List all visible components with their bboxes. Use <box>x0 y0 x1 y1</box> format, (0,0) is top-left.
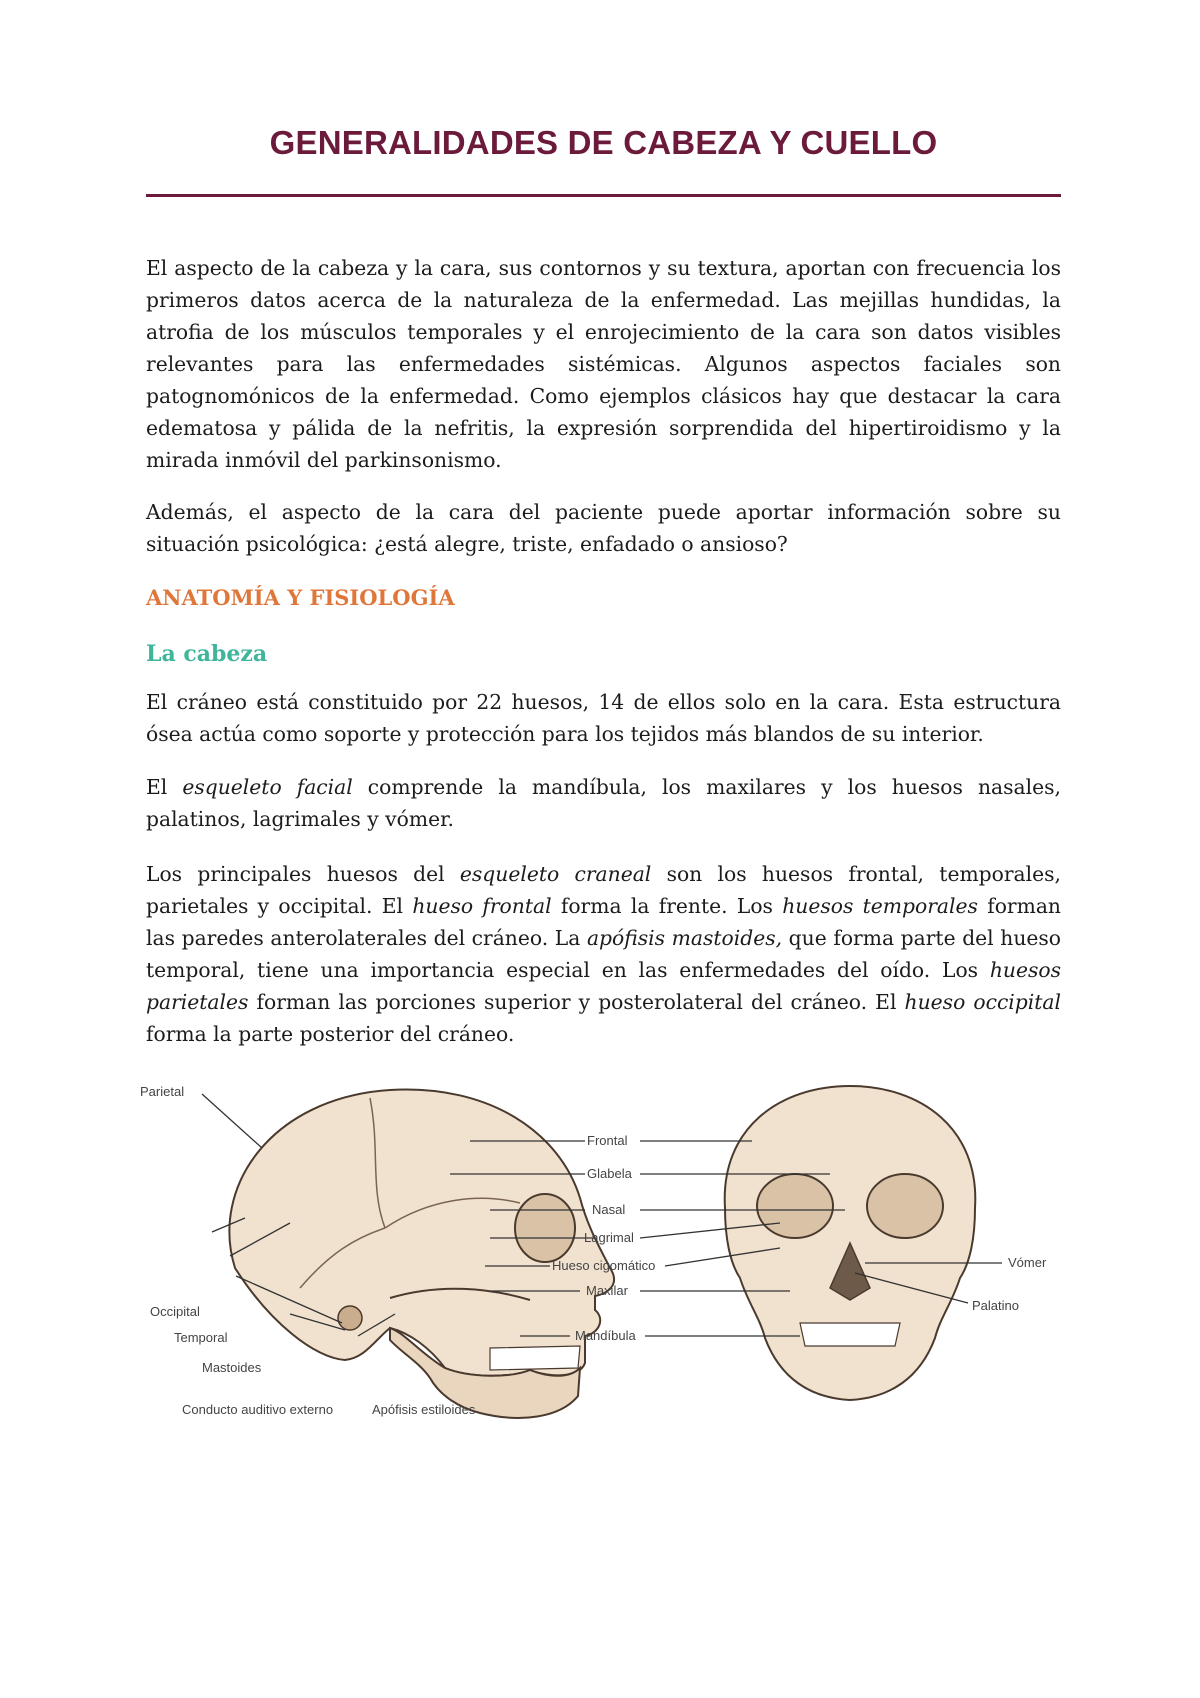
label-vomer: Vómer <box>1008 1255 1047 1270</box>
label-palatino: Palatino <box>972 1298 1019 1313</box>
label-apofisis-estiloides: Apófisis estiloides <box>372 1402 476 1417</box>
emphasis-hueso-occipital: hueso occipital <box>904 990 1061 1014</box>
intro-paragraph-2 <box>146 496 1061 560</box>
skull-figure <box>140 1078 1080 1458</box>
orbit-lateral <box>515 1194 575 1262</box>
label-nasal: Nasal <box>592 1202 626 1217</box>
text-run: comprende la mandíbula, los maxilares y los huesos nasales, palatinos, lagrimales y vómer. <box>146 775 1061 831</box>
label-conducto-auditivo: Conducto auditivo externo <box>182 1402 334 1417</box>
text-run: forma la frente. Los <box>551 894 783 918</box>
cabeza-paragraph-2 <box>146 771 1061 835</box>
text-run: que forma parte del hueso temporal, tiene una importancia especial en las enfermedades del oído. Los <box>146 926 1062 982</box>
ear-canal <box>338 1306 362 1330</box>
emphasis-apofisis-mastoides: apófisis mastoides, <box>586 926 783 950</box>
paragraph-text: El aspecto de la cabeza y la cara, sus contornos y su textura, aportan con frecuencia los primeros datos acerca de la naturaleza de la enfermedad. Las mejillas hundidas, la atrofia de los músculos temporales y el enrojecimiento de la cara son datos visibles relevantes para las enfermedades sistémicas. Algunos aspectos faciales son patognomónicos de la enfermedad. Como ejemplos clásicos hay que destacar la cara edematosa y pálida de la nefritis, la expresión sorprendida del hipertiroidismo y la mirada inmóvil del parkinsonismo. <box>146 256 1061 472</box>
emphasis-huesos-temporales: huesos temporales <box>782 894 978 918</box>
label-hueso-cigomatico: Hueso cigomático <box>552 1258 656 1273</box>
text-run: forman las paredes anterolaterales del cráneo. La <box>146 894 1061 950</box>
intro-paragraph-1 <box>146 252 1061 476</box>
emphasis-hueso-frontal: hueso frontal <box>412 894 552 918</box>
paragraph-text <box>146 771 1061 835</box>
skull-illustration <box>140 1078 1080 1458</box>
label-temporal: Temporal <box>174 1330 228 1345</box>
label-parietal: Parietal <box>140 1084 185 1099</box>
cabeza-paragraph-3 <box>146 858 1061 1050</box>
page-title: GENERALIDADES DE CABEZA Y CUELLO <box>269 124 938 161</box>
paragraph-text: El cráneo está constituido por 22 huesos, 14 de ellos solo en la cara. Esta estructura ósea actúa como soporte y protección para los tejidos más blandos de su interior. <box>146 690 1061 746</box>
emphasis-esqueleto-facial: esqueleto facial <box>182 775 353 799</box>
text-run: El <box>146 775 183 799</box>
teeth-frontal <box>800 1323 900 1346</box>
paragraph-text <box>146 858 1061 1050</box>
text-run: Los principales huesos del <box>146 862 460 886</box>
frontal-skull <box>725 1086 976 1400</box>
emphasis-esqueleto-craneal: esqueleto craneal <box>459 862 652 886</box>
label-maxilar: Maxilar <box>586 1283 628 1298</box>
label-mandibula: Mandíbula <box>575 1328 636 1343</box>
paragraph-text: Además, el aspecto de la cara del paciente puede aportar información sobre su situación psicológica: ¿está alegre, triste, enfadado o ansioso? <box>146 500 1061 556</box>
section-heading-anatomia: ANATOMÍA Y FISIOLOGÍA <box>146 585 455 610</box>
text-run: son los huesos frontal, temporales, parietales y occipital. El <box>146 862 1061 918</box>
label-frontal: Frontal <box>587 1133 628 1148</box>
label-occipital: Occipital <box>150 1304 200 1319</box>
lateral-skull <box>229 1090 614 1418</box>
orbit-left <box>757 1174 833 1238</box>
text-run: forman las porciones superior y posterolateral del cráneo. El <box>248 990 905 1014</box>
emphasis-huesos-parietales: huesos parietales <box>146 958 1061 1014</box>
teeth-lateral <box>490 1346 580 1370</box>
title-divider <box>146 194 1061 197</box>
cabeza-paragraph-1 <box>146 686 1061 750</box>
label-lagrimal: Lagrimal <box>584 1230 634 1245</box>
label-glabela: Glabela <box>587 1166 632 1181</box>
subsection-heading-cabeza: La cabeza <box>146 641 268 667</box>
label-mastoides: Mastoides <box>202 1360 262 1375</box>
text-run: forma la parte posterior del cráneo. <box>146 1022 515 1046</box>
orbit-right <box>867 1174 943 1238</box>
